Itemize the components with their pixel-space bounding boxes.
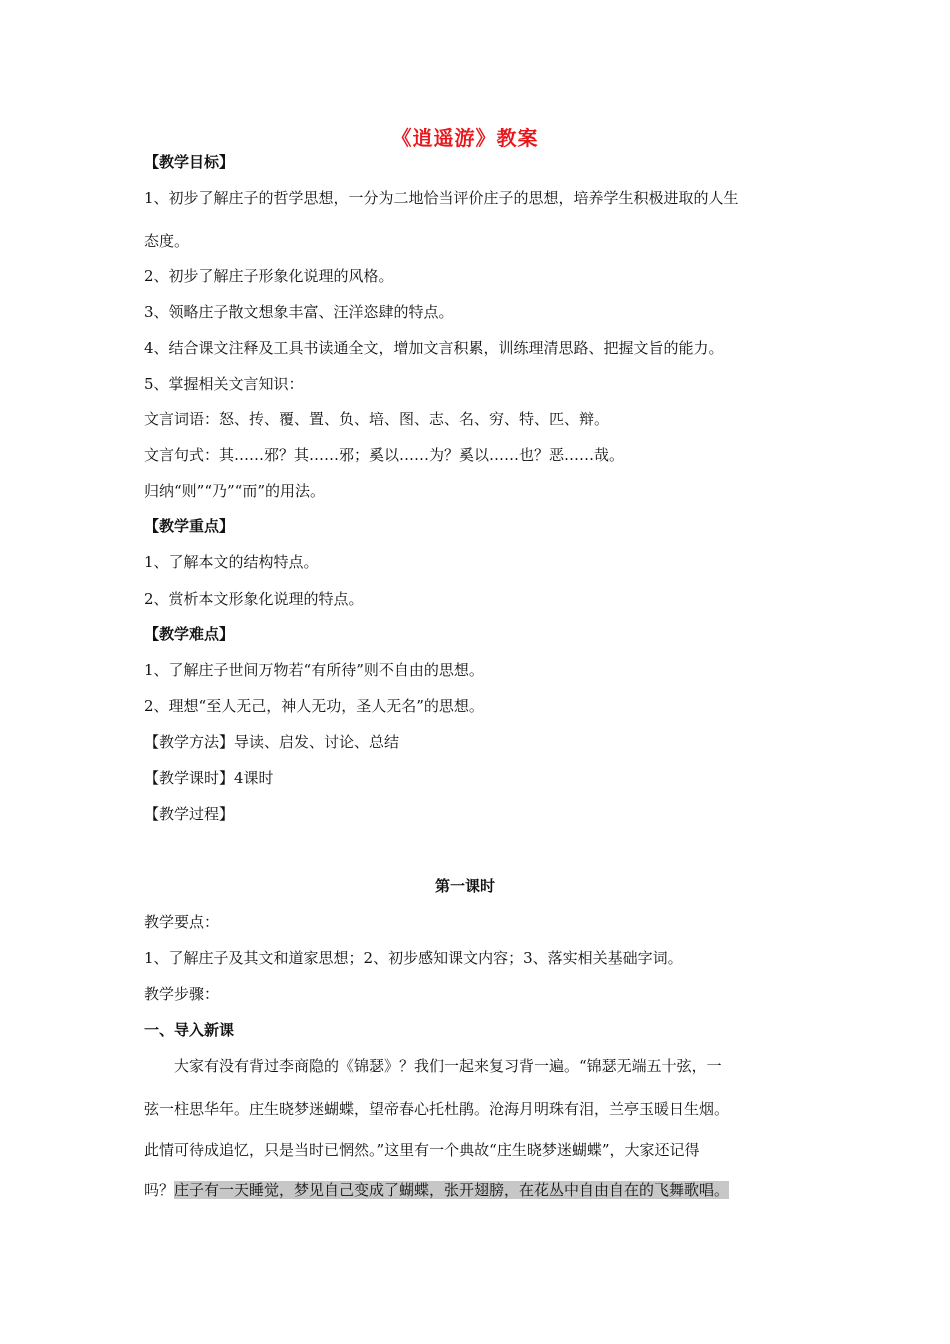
intro-paragraph-line-2: 弦一柱思华年。庄生晓梦迷蝴蝶，望帝春心托杜鹃。沧海月明珠有泪，兰亭玉暖日生烟。 (144, 1100, 730, 1118)
objective-item-3: 3、领略庄子散文想象丰富、汪洋恣肆的特点。 (144, 303, 454, 321)
lesson1-heading: 第一课时 (434, 877, 495, 895)
intro-paragraph-line-4 (144, 1180, 729, 1200)
objective-item-4: 4、结合课文注释及工具书读通全文，增加文言积累，训练理清思路、把握文旨的能力。 (144, 339, 724, 357)
section-intro-heading: 一、导入新课 (144, 1021, 235, 1039)
classical-words: 文言词语：怒、抟、覆、置、负、培、图、志、名、穷、特、匹、辩。 (144, 410, 610, 428)
teaching-hours: 【教学课时】4课时 (144, 769, 274, 787)
objectives-heading: 【教学目标】 (144, 153, 235, 171)
objective-item-5: 5、掌握相关文言知识： (144, 375, 304, 393)
teaching-method: 【教学方法】导读、启发、讨论、总结 (144, 733, 400, 751)
intro-paragraph-line-1: 大家有没有背过李商隐的《锦瑟》？我们一起来复习背一遍。“锦瑟无端五十弦，一 (174, 1057, 722, 1075)
teaching-process: 【教学过程】 (144, 805, 235, 823)
highlighted-text: 庄子有一天睡觉，梦见自己变成了蝴蝶，张开翅膀，在花丛中自由自在的飞舞歌唱。 (174, 1181, 730, 1199)
lesson1-points: 1、了解庄子及其文和道家思想；2、初步感知课文内容；3、落实相关基础字词。 (144, 949, 683, 967)
document-title: 《逍遥游》教案 (391, 126, 539, 150)
objective-item-1-cont: 态度。 (144, 232, 190, 250)
difficulty-item-1: 1、了解庄子世间万物若“有所待”则不自由的思想。 (144, 661, 484, 679)
classical-sentences: 文言句式：其……邪？其……邪；奚以……为？奚以……也？恶……哉。 (144, 446, 625, 464)
keypoints-heading: 【教学重点】 (144, 517, 235, 535)
keypoint-item-2: 2、赏析本文形象化说理的特点。 (144, 590, 364, 608)
difficulties-heading: 【教学难点】 (144, 625, 235, 643)
objective-item-1: 1、初步了解庄子的哲学思想，一分为二地恰当评价庄子的思想，培养学生积极进取的人生 (144, 189, 739, 207)
lesson1-steps-label: 教学步骤： (144, 985, 220, 1003)
lesson1-points-label: 教学要点： (144, 913, 220, 931)
objective-item-2: 2、初步了解庄子形象化说理的风格。 (144, 267, 394, 285)
keypoint-item-1: 1、了解本文的结构特点。 (144, 553, 319, 571)
intro-paragraph-line-3: 此情可待成追忆，只是当时已惘然。”这里有一个典故“庄生晓梦迷蝴蝶”，大家还记得 (144, 1141, 700, 1159)
paragraph-text: 吗？ (144, 1181, 175, 1199)
usage-summary: 归纳“则”“乃”“而”的用法。 (144, 482, 326, 500)
difficulty-item-2: 2、理想“至人无己，神人无功，圣人无名”的思想。 (144, 697, 484, 715)
